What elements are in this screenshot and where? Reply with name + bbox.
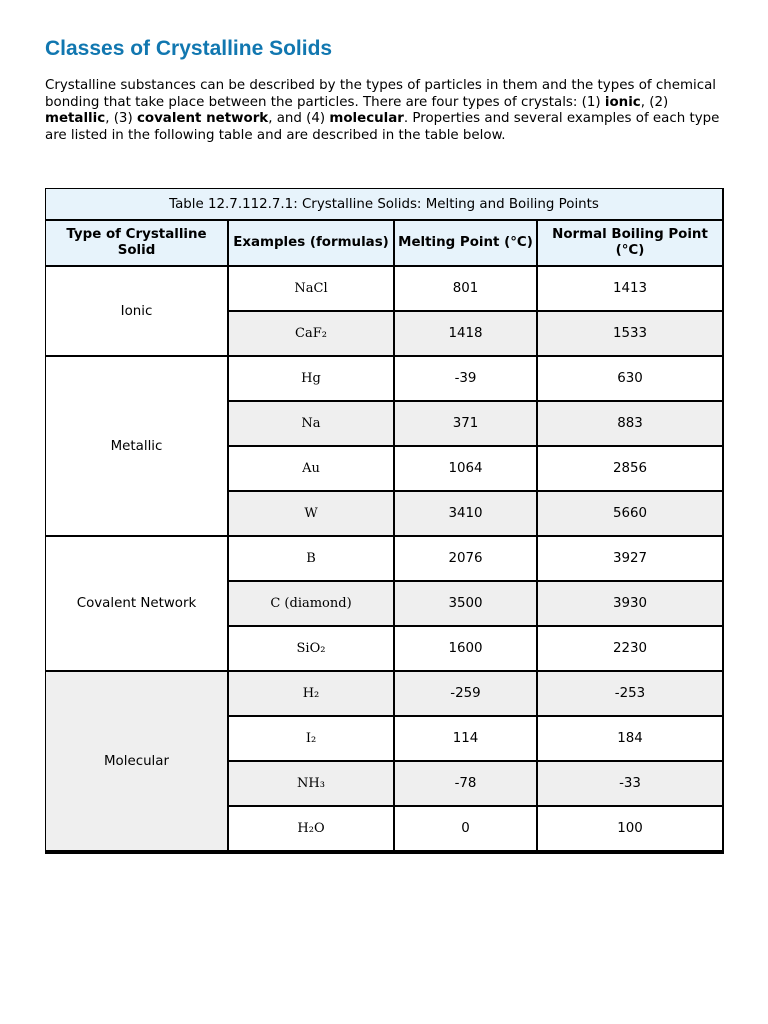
melting-point-cell: 371: [395, 402, 538, 447]
melting-point-cell: 3410: [395, 492, 538, 537]
melting-point-cell: 114: [395, 717, 538, 762]
melting-point-cell: 2076: [395, 537, 538, 582]
boiling-point-cell: -33: [538, 762, 722, 807]
boiling-point-cell: 184: [538, 717, 722, 762]
table-caption: Table 12.7.112.7.1: Crystalline Solids: Melting and Boiling Points: [46, 189, 722, 221]
example-cell: NaCl: [229, 267, 395, 312]
melting-point-cell: 0: [395, 807, 538, 852]
boiling-point-cell: 3930: [538, 582, 722, 627]
boiling-point-cell: 1413: [538, 267, 722, 312]
boiling-point-cell: 883: [538, 402, 722, 447]
intro-text: Crystalline substances can be described by the types of particles in them and the types of chemical bonding that take place between the particles. There are four types of crystals: (1): [45, 78, 717, 110]
boiling-point-cell: 5660: [538, 492, 722, 537]
table-row: [46, 537, 722, 582]
boiling-point-cell: 2230: [538, 627, 722, 672]
table-body: [46, 267, 722, 852]
type-cell: Ionic: [46, 267, 229, 357]
example-cell: NH₃: [229, 762, 395, 807]
melting-point-cell: -78: [395, 762, 538, 807]
example-cell: Au: [229, 447, 395, 492]
boiling-point-cell: 1533: [538, 312, 722, 357]
header-boiling-point: Normal Boiling Point (°C): [538, 221, 722, 267]
table-row: [46, 267, 722, 312]
melting-point-cell: -39: [395, 357, 538, 402]
type-cell: Metallic: [46, 357, 229, 537]
table-row: [46, 357, 722, 402]
example-cell: SiO₂: [229, 627, 395, 672]
boiling-point-cell: -253: [538, 672, 722, 717]
term-molecular: molecular: [329, 111, 404, 126]
example-cell: H₂O: [229, 807, 395, 852]
header-examples: Examples (formulas): [229, 221, 395, 267]
melting-point-cell: 1418: [395, 312, 538, 357]
boiling-point-cell: 630: [538, 357, 722, 402]
example-cell: CaF₂: [229, 312, 395, 357]
melting-point-cell: 1600: [395, 627, 538, 672]
example-cell: Hg: [229, 357, 395, 402]
intro-text: . Properties and several examples of each type are listed in the following table and are described in the table below.: [45, 111, 720, 143]
header-melting-point: Melting Point (°C): [395, 221, 538, 267]
intro-text: , (3): [105, 111, 137, 126]
example-cell: W: [229, 492, 395, 537]
term-ionic: ionic: [604, 94, 641, 110]
melting-point-cell: 3500: [395, 582, 538, 627]
type-cell: Covalent Network: [46, 537, 229, 672]
type-cell: Molecular: [46, 672, 229, 852]
example-cell: Na: [229, 402, 395, 447]
term-covalent-network: covalent network: [136, 111, 269, 126]
example-cell: H₂: [229, 672, 395, 717]
example-cell: B: [229, 537, 395, 582]
header-type: Type of Crystalline Solid: [46, 221, 229, 267]
boiling-point-cell: 2856: [538, 447, 722, 492]
intro-text: , and (4): [268, 111, 330, 126]
crystalline-solids-table: [45, 188, 724, 854]
boiling-point-cell: 3927: [538, 537, 722, 582]
intro-text: , (2): [640, 94, 669, 110]
melting-point-cell: -259: [395, 672, 538, 717]
term-metallic: metallic: [45, 111, 106, 126]
intro-paragraph: [45, 78, 725, 144]
page-title: Classes of Crystalline Solids: [45, 37, 333, 60]
melting-point-cell: 1064: [395, 447, 538, 492]
table-row: [46, 672, 722, 717]
example-cell: I₂: [229, 717, 395, 762]
boiling-point-cell: 100: [538, 807, 722, 852]
melting-point-cell: 801: [395, 267, 538, 312]
example-cell: C (diamond): [229, 582, 395, 627]
